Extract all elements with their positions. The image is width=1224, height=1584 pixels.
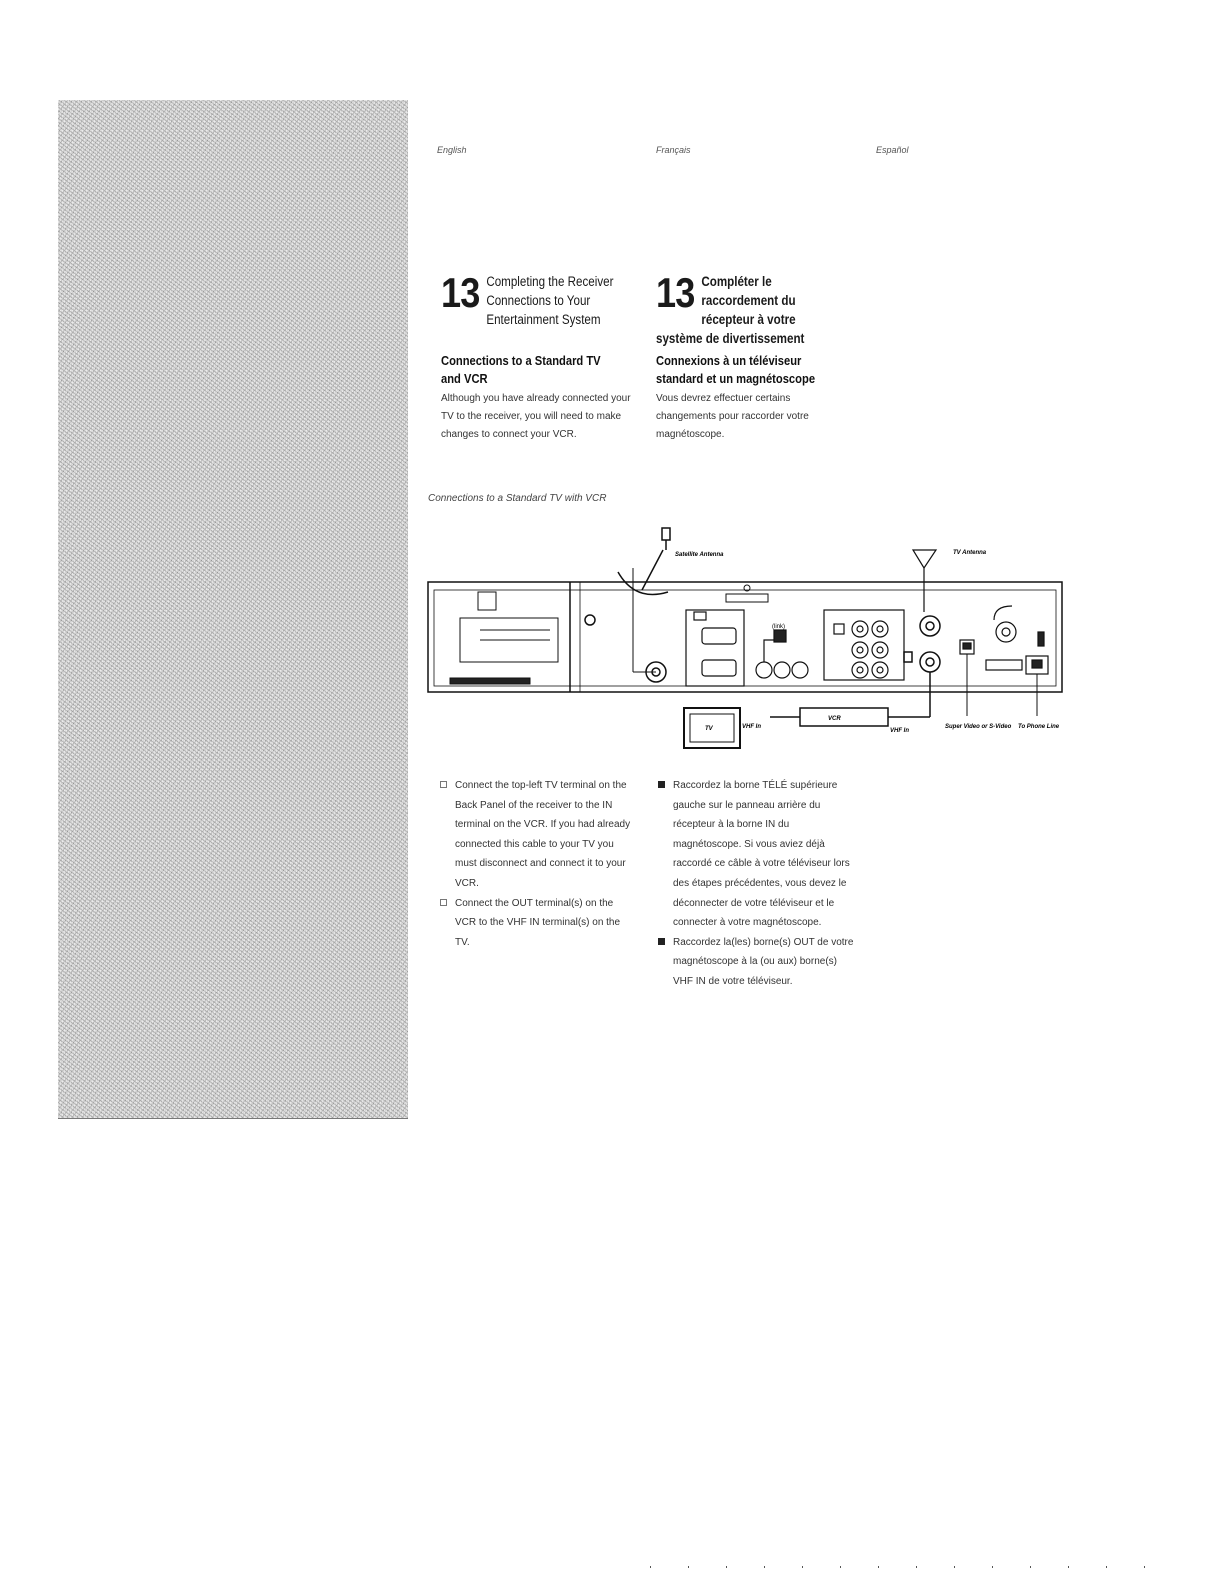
av-jacks [824,610,904,680]
scanned-texture-strip [58,100,408,1119]
satellite-dish-icon [618,528,670,672]
language-label-english: English [437,145,467,155]
french-step-1: Raccordez la borne TÉLÉ supérieure gauche sur le panneau arrière du récepteur à la borne IN du magnétoscope. Si vous aviez déjà raccordé ce câble à votre téléviseur lors des étapes précédentes, vous devez le déconnecter de votre téléviseur et le connecter à votre magnétoscope. [673,780,850,929]
super-video-label: Super Video or S-Video [945,724,1012,730]
list-item [440,894,632,953]
english-step-2: Connect the OUT terminal(s) on the VCR to the VHF IN terminal(s) on the TV. [455,897,621,948]
vcr-vhf-in-label: VHF In [890,728,909,734]
french-heading [656,269,845,348]
language-label-spanish: Español [876,145,909,155]
scan-artifact-dots [650,1566,1150,1568]
english-step-1: Connect the top-left TV terminal on the Back Panel of the receiver to the IN terminal on the VCR. If you had already connected this cable to your TV you must disconnect and connect it to your VCR. [455,780,631,889]
serial-ports [686,610,808,686]
satellite-antenna-label: Satellite Antenna [675,552,724,558]
vcr-label: VCR [828,716,841,722]
english-lead-text: Connections to a Standard TV and VCR [441,353,601,386]
tv-rf-connectors [904,616,940,672]
list-item [658,933,854,992]
french-intro-paragraph [656,352,852,444]
tv-antenna-icon [913,550,936,612]
panel-label-area [450,592,558,684]
s-video-port [960,640,974,654]
english-heading [441,269,630,329]
link-label: (link) [772,624,785,630]
phone-line-label: To Phone Line [1018,724,1060,730]
french-lead-text: Connexions à un téléviseur standard et un magnétoscope [656,353,816,386]
french-body-text: Vous devrez effectuer certains changements pour raccorder votre magnétoscope. [656,393,809,440]
step-2-bullet-icon [440,899,447,906]
french-step-2: Raccordez la(les) borne(s) OUT de votre magnétoscope à la (ou aux) borne(s) VHF IN de votre téléviseur. [673,936,854,987]
phone-port [986,606,1048,674]
language-label-french: Français [656,145,691,155]
connection-diagram [420,520,1080,770]
list-item [658,776,854,933]
tv-antenna-label: TV Antenna [953,550,987,556]
list-item [440,776,632,894]
step-2-bullet-icon [658,938,665,945]
tv-label: TV [705,726,713,732]
english-heading-text: Completing the Receiver Connections to Your Entertainment System [486,274,614,327]
tv-vhf-in-label: VHF In [742,724,761,730]
french-heading-text: Compléter le raccordement du récepteur à votre système de divertissement [656,274,805,346]
french-steps [658,776,854,992]
english-steps [440,776,632,952]
diagram-caption: Connections to a Standard TV with VCR [428,493,607,504]
english-intro-paragraph [441,352,633,444]
english-body-text: Although you have already connected your TV to the receiver, you will need to make changes to connect your VCR. [441,393,631,440]
step-1-bullet-icon [658,781,665,788]
french-step-number: 13 [656,269,695,316]
english-step-number: 13 [441,269,480,316]
step-1-bullet-icon [440,781,447,788]
